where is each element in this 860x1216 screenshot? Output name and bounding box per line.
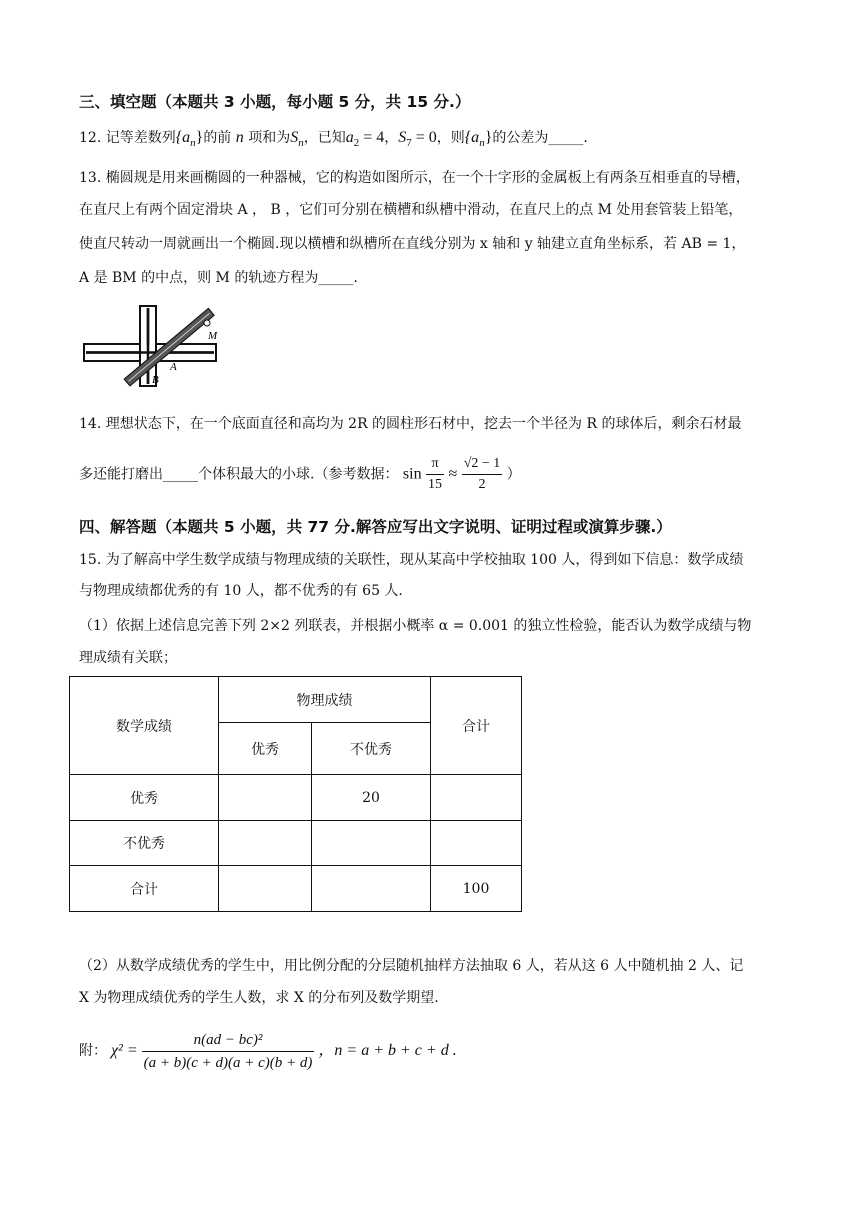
table-row — [70, 775, 522, 821]
chi-square-fraction: $\frac{\text{n(ad − bc)²}}{(a + b)(c + d)(a + c)(b + d)}$ — [142, 1029, 315, 1074]
q13-line-2: 在直尺上有两个固定滑块 A ， B ，它们可分别在横槽和纵槽中滑动，在直尺上的点 M 处用套管装上铅笔， — [79, 202, 743, 218]
table-cell — [219, 866, 312, 912]
q12-number: 12. — [79, 130, 102, 146]
sqrt-fraction: $\frac{√2 - 1}{2}$ — [463, 456, 501, 492]
section-4-title: 四、解答题（本题共 5 小题，共 77 分.解答应写出文字说明、证明过程或演算步骤.） — [79, 518, 672, 536]
pi-over-15-fraction: $\frac{\pi}{15}$ — [428, 456, 443, 492]
header-excellent: 优秀 — [219, 723, 312, 775]
row-label: 不优秀 — [70, 821, 219, 866]
header-total: 合计 — [431, 677, 522, 775]
question-12: 12. 记等差数列$\{a_n\}$的前 n 项和为$S_n$，已知$a_2 = 4$，$S_7 = 0$，则$\{a_n\}$的公差为_____. — [79, 129, 588, 149]
table-cell — [219, 775, 312, 821]
q13-line-3: 使直尺转动一周就画出一个椭圆.现以横槽和纵槽所在直线分别为 x 轴和 y 轴建立直角坐标系，若 AB = 1， — [79, 236, 746, 252]
table-cell — [431, 775, 522, 821]
q15-part2-line-2: X 为物理成绩优秀的学生人数，求 X 的分布列及数学期望. — [79, 990, 439, 1006]
table-row — [70, 821, 522, 866]
row-label: 优秀 — [70, 775, 219, 821]
figure-label-A: A — [170, 361, 177, 373]
table-cell — [312, 866, 431, 912]
row-label: 合计 — [70, 866, 219, 912]
header-math-score: 数学成绩 — [70, 677, 219, 775]
table-cell — [312, 821, 431, 866]
q15-line-1: 15. 为了解高中学生数学成绩与物理成绩的关联性，现从某高中学校抽取 100 人，得到如下信息：数学成绩 — [79, 552, 744, 568]
q13-line-4: A 是 BM 的中点，则 M 的轨迹方程为_____. — [79, 270, 358, 286]
figure-label-B: B — [152, 374, 159, 386]
appendix-formula: 附： χ² = $\frac{\text{n(ad − bc)²}}{(a + b)(c + d)(a + c)(b + d)}$ ，n = a + b + c + d . — [79, 1024, 457, 1078]
q15-line-2: 与物理成绩都优秀的有 10 人，都不优秀的有 65 人. — [79, 583, 403, 599]
header-not-excellent: 不优秀 — [312, 723, 431, 775]
table-cell — [219, 821, 312, 866]
q15-part1-line-2: 理成绩有关联； — [79, 650, 177, 666]
q15-part1-line-1: （1）依据上述信息完善下列 2×2 列联表，并根据小概率 α = 0.001 的独立性检验，能否认为数学成绩与物 — [79, 618, 752, 634]
section-3-title: 三、填空题（本题共 3 小题，每小题 5 分，共 15 分.） — [79, 93, 471, 111]
q15-part2-line-1: （2）从数学成绩优秀的学生中，用比例分配的分层随机抽样方法抽取 6 人，若从这 6 人中随机抽 2 人、记 — [79, 958, 744, 974]
table-cell — [431, 821, 522, 866]
ellipsograph-figure — [80, 300, 230, 398]
q14-line-2: 多还能打磨出_____个体积最大的小球.（参考数据： sin $\frac{\pi}{15}$ ≈ $\frac{√2 - 1}{2}$ ） — [79, 454, 521, 495]
contingency-table — [69, 676, 522, 912]
table-cell: 20 — [312, 775, 431, 821]
figure-label-M: M — [208, 330, 218, 342]
q14-line-1: 14. 理想状态下，在一个底面直径和高均为 2R 的圆柱形石材中，挖去一个半径为 R 的球体后，剩余石材最 — [79, 416, 742, 432]
q13-line-1: 13. 椭圆规是用来画椭圆的一种器械，它的构造如图所示，在一个十字形的金属板上有两条互相垂直的导槽， — [79, 170, 750, 186]
header-physics-score: 物理成绩 — [219, 677, 431, 723]
chi-square: χ² = — [111, 1042, 138, 1059]
table-cell: 100 — [431, 866, 522, 912]
table-row — [70, 866, 522, 912]
